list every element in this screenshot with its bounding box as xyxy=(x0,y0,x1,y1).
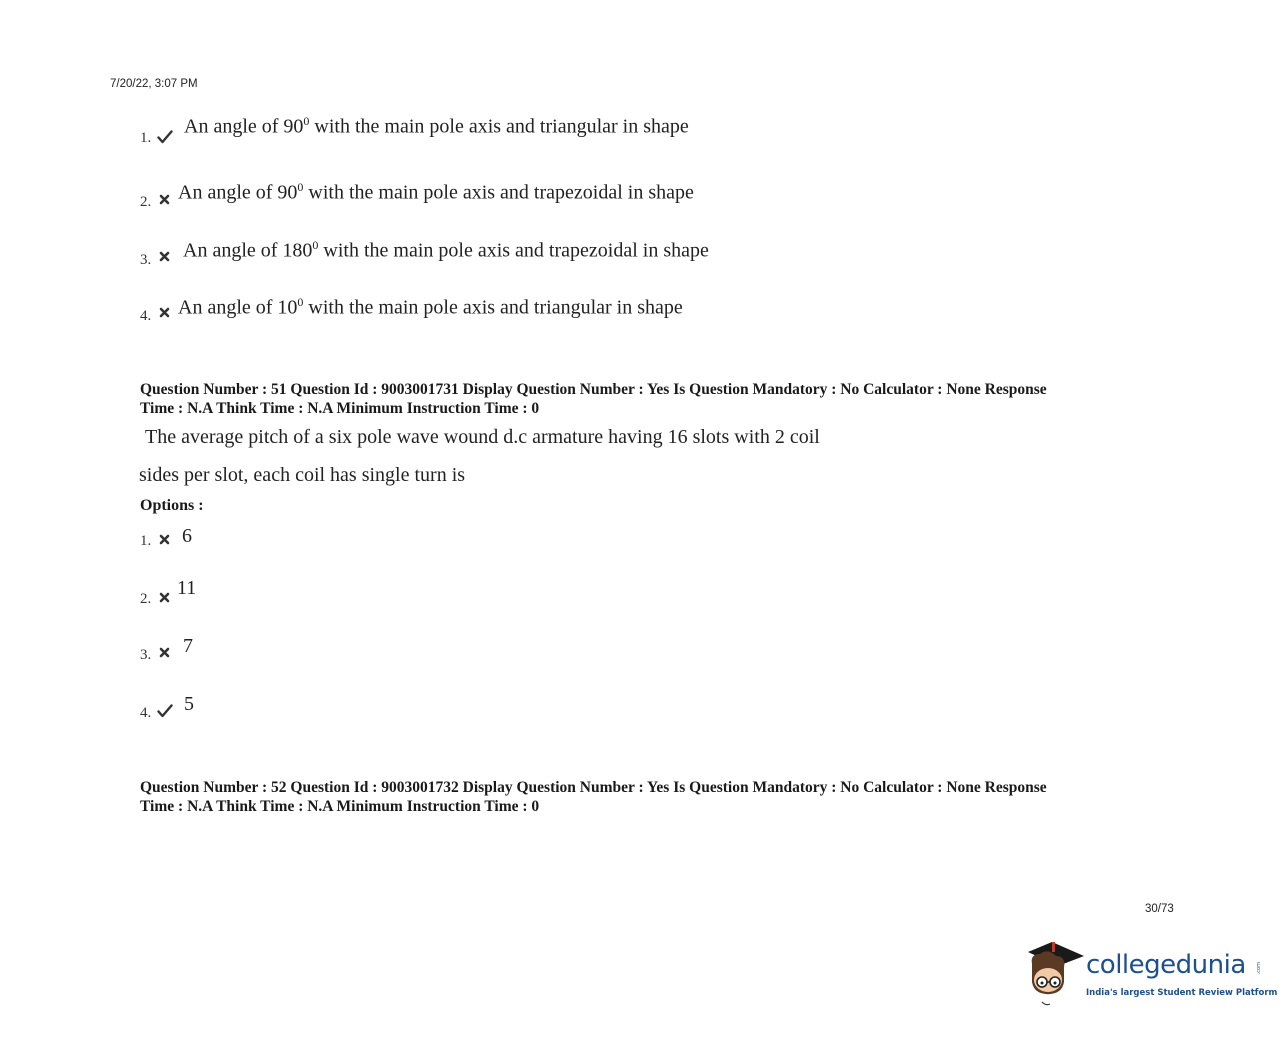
meta-line: Question Number : 52 Question Id : 9003001732 Display Question Number : Yes Is Question Mandatory : No Calculator : None Response xyxy=(140,779,1047,796)
option-number: 3. xyxy=(140,252,152,268)
question-51-meta xyxy=(140,380,1170,418)
prev-option-2 xyxy=(140,178,840,218)
prev-option-4 xyxy=(140,293,840,333)
meta-line: Time : N.A Think Time : N.A Minimum Instruction Time : 0 xyxy=(140,798,540,815)
option-text: An angle of $90^0$ with the main pole axis and trapezoidal in shape xyxy=(178,180,694,204)
cross-icon xyxy=(159,251,170,262)
option-number: 3. xyxy=(140,647,152,663)
option-text: An angle of $180^0$ with the main pole axis and trapezoidal in shape xyxy=(183,238,709,262)
collegedunia-logo xyxy=(1024,938,1278,1008)
cross-icon xyxy=(159,592,170,603)
option-text: An angle of $90^0$ with the main pole axis and triangular in shape xyxy=(184,114,689,138)
meta-line: Question Number : 51 Question Id : 9003001731 Display Question Number : Yes Is Question Mandatory : No Calculator : None Response xyxy=(140,381,1047,398)
logo-tagline: India's largest Student Review Platform xyxy=(1086,988,1278,998)
prev-option-3 xyxy=(140,236,840,276)
check-icon xyxy=(157,130,173,144)
option-number: 4. xyxy=(140,705,152,721)
q51-option-3 xyxy=(140,635,340,669)
option-number: 2. xyxy=(140,194,152,210)
check-icon xyxy=(157,704,173,718)
option-number: 4. xyxy=(140,308,152,324)
option-text: 7 xyxy=(183,635,193,657)
options-label: Options : xyxy=(140,497,204,514)
question-52-meta xyxy=(140,778,1170,816)
q51-option-4 xyxy=(140,692,340,726)
print-timestamp: 7/20/22, 3:07 PM xyxy=(110,78,198,90)
meta-line: Time : N.A Think Time : N.A Minimum Instruction Time : 0 xyxy=(140,400,540,417)
option-text: An angle of $10^0$ with the main pole axis and triangular in shape xyxy=(178,295,683,319)
logo-suffix: .com xyxy=(1256,962,1262,975)
cross-icon xyxy=(159,534,170,545)
option-number: 1. xyxy=(140,533,152,549)
mascot-icon xyxy=(1024,938,1086,1008)
cross-icon xyxy=(159,307,170,318)
q51-option-1 xyxy=(140,524,340,558)
option-text: 6 xyxy=(182,525,192,547)
option-number: 2. xyxy=(140,591,152,607)
q51-option-2 xyxy=(140,577,340,611)
option-text: 5 xyxy=(184,693,194,715)
option-number: 1. xyxy=(140,130,152,146)
logo-wordmark: collegedunia xyxy=(1086,950,1246,980)
page-number: 30/73 xyxy=(1145,903,1174,915)
cross-icon xyxy=(159,194,170,205)
question-51-text-line1: The average pitch of a six pole wave wound d.c armature having 16 slots with 2 coil xyxy=(145,426,820,448)
cross-icon xyxy=(159,647,170,658)
prev-option-1 xyxy=(140,112,840,152)
option-text: 11 xyxy=(177,577,197,599)
question-51-text-line2: sides per slot, each coil has single turn is xyxy=(139,464,466,486)
